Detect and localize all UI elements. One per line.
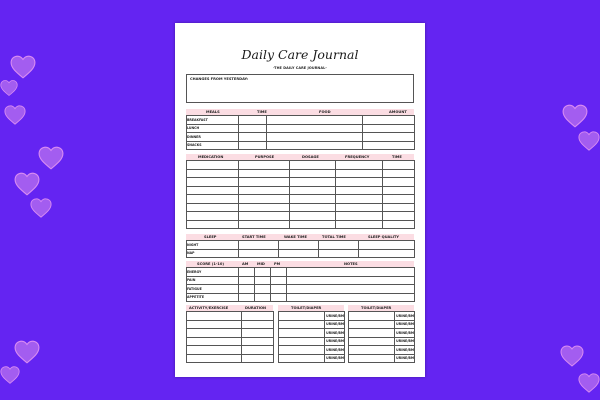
table-cell[interactable] (267, 116, 363, 125)
activity-header (186, 305, 273, 311)
table-cell[interactable] (279, 249, 319, 258)
row-label: APPETITE (187, 293, 239, 302)
table-cell[interactable] (336, 186, 383, 195)
table-cell[interactable] (349, 329, 395, 338)
urine-bm-label: URINE/BM (395, 320, 415, 329)
table-cell[interactable] (239, 293, 255, 302)
table-cell[interactable] (290, 186, 336, 195)
heart-icon (4, 104, 26, 126)
table-cell[interactable] (336, 203, 383, 212)
heart-icon (560, 344, 584, 368)
meals-header-meals: MEALS (206, 109, 220, 114)
table-cell[interactable] (239, 169, 290, 178)
med-header-purpose: PURPOSE (255, 154, 275, 159)
row-label: NIGHT (187, 241, 239, 250)
table-cell[interactable] (290, 161, 336, 170)
table-cell[interactable] (271, 268, 287, 277)
table-row (279, 337, 345, 346)
heart-icon (578, 130, 600, 152)
table-cell[interactable] (279, 337, 325, 346)
table-cell[interactable] (239, 195, 290, 204)
heart-icon (0, 364, 20, 386)
table-row (349, 346, 415, 355)
table-cell[interactable] (287, 276, 415, 285)
table-cell[interactable] (239, 161, 290, 170)
table-cell[interactable] (290, 195, 336, 204)
urine-bm-label: URINE/BM (325, 346, 345, 355)
table-cell[interactable] (349, 337, 395, 346)
heart-icon (0, 78, 18, 98)
table-cell[interactable] (242, 329, 274, 338)
table-cell[interactable] (187, 346, 242, 355)
sleep-header-sleep: SLEEP (204, 234, 217, 239)
table-cell[interactable] (363, 116, 415, 125)
urine-bm-label: URINE/BM (325, 354, 345, 363)
score-header-mid: MID (257, 261, 265, 266)
table-cell[interactable] (279, 241, 319, 250)
table-row (279, 320, 345, 329)
table-row (349, 329, 415, 338)
table-cell[interactable] (336, 161, 383, 170)
table-row (187, 203, 415, 212)
toilet2-table (348, 311, 415, 363)
score-header (186, 261, 414, 267)
table-cell[interactable] (239, 124, 267, 133)
heart-icon (10, 55, 36, 79)
table-cell[interactable] (242, 320, 274, 329)
table-cell[interactable] (255, 285, 271, 294)
table-cell[interactable] (242, 312, 274, 321)
table-cell[interactable] (239, 241, 279, 250)
table-cell[interactable] (187, 312, 242, 321)
table-cell[interactable] (239, 249, 279, 258)
table-row (187, 241, 415, 250)
table-cell[interactable] (287, 293, 415, 302)
table-cell[interactable] (290, 178, 336, 187)
table-row (187, 220, 415, 229)
table-row (187, 212, 415, 221)
table-cell[interactable] (279, 354, 325, 363)
table-row (187, 161, 415, 170)
table-cell[interactable] (187, 178, 239, 187)
heart-icon (30, 197, 52, 219)
table-cell[interactable] (242, 346, 274, 355)
urine-bm-label: URINE/BM (395, 312, 415, 321)
sleep-header-wake: WAKE TIME (284, 234, 307, 239)
med-header-time: TIME (392, 154, 402, 159)
table-row (187, 268, 415, 277)
row-label: FATIGUE (187, 285, 239, 294)
urine-bm-label: URINE/BM (325, 329, 345, 338)
table-row (187, 312, 274, 321)
table-row (187, 354, 274, 363)
table-row (279, 329, 345, 338)
table-row (187, 116, 415, 125)
table-cell[interactable] (239, 116, 267, 125)
table-cell[interactable] (349, 346, 395, 355)
table-cell[interactable] (187, 212, 239, 221)
table-cell[interactable] (287, 285, 415, 294)
table-cell[interactable] (383, 203, 415, 212)
changes-box[interactable] (186, 74, 414, 103)
table-cell[interactable] (187, 203, 239, 212)
table-cell[interactable] (187, 186, 239, 195)
table-cell[interactable] (349, 354, 395, 363)
urine-bm-label: URINE/BM (395, 337, 415, 346)
table-cell[interactable] (187, 220, 239, 229)
score-header-am: AM (242, 261, 249, 266)
row-label: SNACKS (187, 141, 239, 150)
table-row (349, 312, 415, 321)
table-cell[interactable] (319, 241, 359, 250)
sleep-header-total: TOTAL TIME (322, 234, 346, 239)
page-title: Daily Care Journal (241, 47, 359, 62)
urine-bm-label: URINE/BM (325, 312, 345, 321)
urine-bm-label: URINE/BM (395, 346, 415, 355)
table-cell[interactable] (383, 220, 415, 229)
heart-icon (578, 372, 600, 394)
table-cell[interactable] (359, 249, 415, 258)
table-cell[interactable] (187, 169, 239, 178)
table-row (187, 285, 415, 294)
activity-header-activity: ACTIVITY/EXERCISE (189, 305, 229, 310)
table-cell[interactable] (239, 203, 290, 212)
meals-table (186, 115, 415, 150)
table-cell[interactable] (239, 220, 290, 229)
table-row (187, 169, 415, 178)
table-cell[interactable] (363, 124, 415, 133)
page-subtitle: -THE DAILY CARE JOURNAL- (273, 66, 327, 70)
table-cell[interactable] (336, 178, 383, 187)
table-cell[interactable] (271, 285, 287, 294)
toilet1-header (278, 305, 344, 311)
urine-bm-label: URINE/BM (325, 320, 345, 329)
table-cell[interactable] (187, 329, 242, 338)
table-cell[interactable] (383, 195, 415, 204)
urine-bm-label: URINE/BM (325, 337, 345, 346)
toilet2-header-label: TOILET/DIAPER (361, 305, 392, 310)
table-cell[interactable] (242, 337, 274, 346)
heart-icon (38, 146, 64, 170)
row-label: BREAKFAST (187, 116, 239, 125)
medication-table (186, 160, 415, 229)
table-cell[interactable] (290, 169, 336, 178)
table-row (187, 346, 274, 355)
table-cell[interactable] (349, 312, 395, 321)
medication-header (186, 154, 414, 160)
urine-bm-label: URINE/BM (395, 354, 415, 363)
table-cell[interactable] (336, 169, 383, 178)
table-cell[interactable] (271, 293, 287, 302)
table-cell[interactable] (239, 276, 255, 285)
heart-icon (14, 340, 40, 364)
table-row (187, 276, 415, 285)
table-cell[interactable] (239, 186, 290, 195)
med-header-frequency: FREQUENCY (345, 154, 370, 159)
sleep-header (186, 234, 414, 240)
sleep-table (186, 240, 415, 258)
score-header-score: SCORE (1-10) (197, 261, 225, 266)
table-cell[interactable] (349, 320, 395, 329)
table-cell[interactable] (363, 133, 415, 142)
table-cell[interactable] (383, 178, 415, 187)
table-cell[interactable] (271, 276, 287, 285)
table-cell[interactable] (187, 320, 242, 329)
table-cell[interactable] (363, 141, 415, 150)
table-row (187, 329, 274, 338)
table-row (279, 354, 345, 363)
table-cell[interactable] (279, 346, 325, 355)
table-cell[interactable] (187, 195, 239, 204)
table-cell[interactable] (290, 212, 336, 221)
med-header-medication: MEDICATION (198, 154, 224, 159)
table-row (187, 133, 415, 142)
table-cell[interactable] (187, 161, 239, 170)
table-cell[interactable] (383, 212, 415, 221)
table-cell[interactable] (187, 354, 242, 363)
table-row (279, 312, 345, 321)
table-row (349, 320, 415, 329)
table-cell[interactable] (255, 276, 271, 285)
meals-header-time: TIME (257, 109, 267, 114)
meals-header-amount: AMOUNT (389, 109, 407, 114)
table-cell[interactable] (290, 203, 336, 212)
table-row (187, 178, 415, 187)
table-cell[interactable] (359, 241, 415, 250)
table-cell[interactable] (336, 220, 383, 229)
table-cell[interactable] (239, 285, 255, 294)
table-row (187, 141, 415, 150)
table-cell[interactable] (290, 220, 336, 229)
table-cell[interactable] (279, 312, 325, 321)
sleep-header-start: START TIME (242, 234, 266, 239)
score-header-notes: NOTES (344, 261, 358, 266)
activity-header-duration: DURATION (245, 305, 267, 310)
table-cell[interactable] (336, 212, 383, 221)
table-row (187, 124, 415, 133)
table-row (187, 195, 415, 204)
toilet2-header (348, 305, 414, 311)
score-header-pm: PM (274, 261, 281, 266)
row-label: LUNCH (187, 124, 239, 133)
row-label: ENERGY (187, 268, 239, 277)
table-cell[interactable] (267, 141, 363, 150)
meals-header-food: FOOD (319, 109, 331, 114)
table-cell[interactable] (383, 169, 415, 178)
table-row (349, 354, 415, 363)
row-label: DINNER (187, 133, 239, 142)
table-cell[interactable] (383, 161, 415, 170)
table-cell[interactable] (336, 195, 383, 204)
urine-bm-label: URINE/BM (395, 329, 415, 338)
changes-label: CHANGES FROM YESTERDAY: (190, 77, 249, 81)
table-cell[interactable] (279, 329, 325, 338)
table-row (187, 337, 274, 346)
row-label: NAP (187, 249, 239, 258)
table-cell[interactable] (239, 212, 290, 221)
score-table (186, 267, 415, 302)
toilet1-header-label: TOILET/DIAPER (291, 305, 322, 310)
row-label: PAIN (187, 276, 239, 285)
table-cell[interactable] (239, 178, 290, 187)
heart-icon (562, 104, 588, 128)
table-cell[interactable] (287, 268, 415, 277)
table-cell[interactable] (267, 124, 363, 133)
activity-table (186, 311, 274, 363)
table-cell[interactable] (239, 268, 255, 277)
journal-page (175, 23, 425, 377)
table-row (279, 346, 345, 355)
table-cell[interactable] (239, 141, 267, 150)
table-row (187, 293, 415, 302)
meals-header (186, 109, 414, 115)
toilet1-table (278, 311, 345, 363)
table-cell[interactable] (279, 320, 325, 329)
table-cell[interactable] (255, 268, 271, 277)
table-cell[interactable] (255, 293, 271, 302)
sleep-header-quality: SLEEP QUALITY (368, 234, 399, 239)
table-cell[interactable] (383, 186, 415, 195)
med-header-dosage: DOSAGE (302, 154, 319, 159)
table-cell[interactable] (267, 133, 363, 142)
table-cell[interactable] (242, 354, 274, 363)
table-row (187, 320, 274, 329)
table-row (349, 337, 415, 346)
heart-icon (14, 172, 40, 196)
table-row (187, 249, 415, 258)
table-row (187, 186, 415, 195)
table-cell[interactable] (319, 249, 359, 258)
table-cell[interactable] (239, 133, 267, 142)
table-cell[interactable] (187, 337, 242, 346)
